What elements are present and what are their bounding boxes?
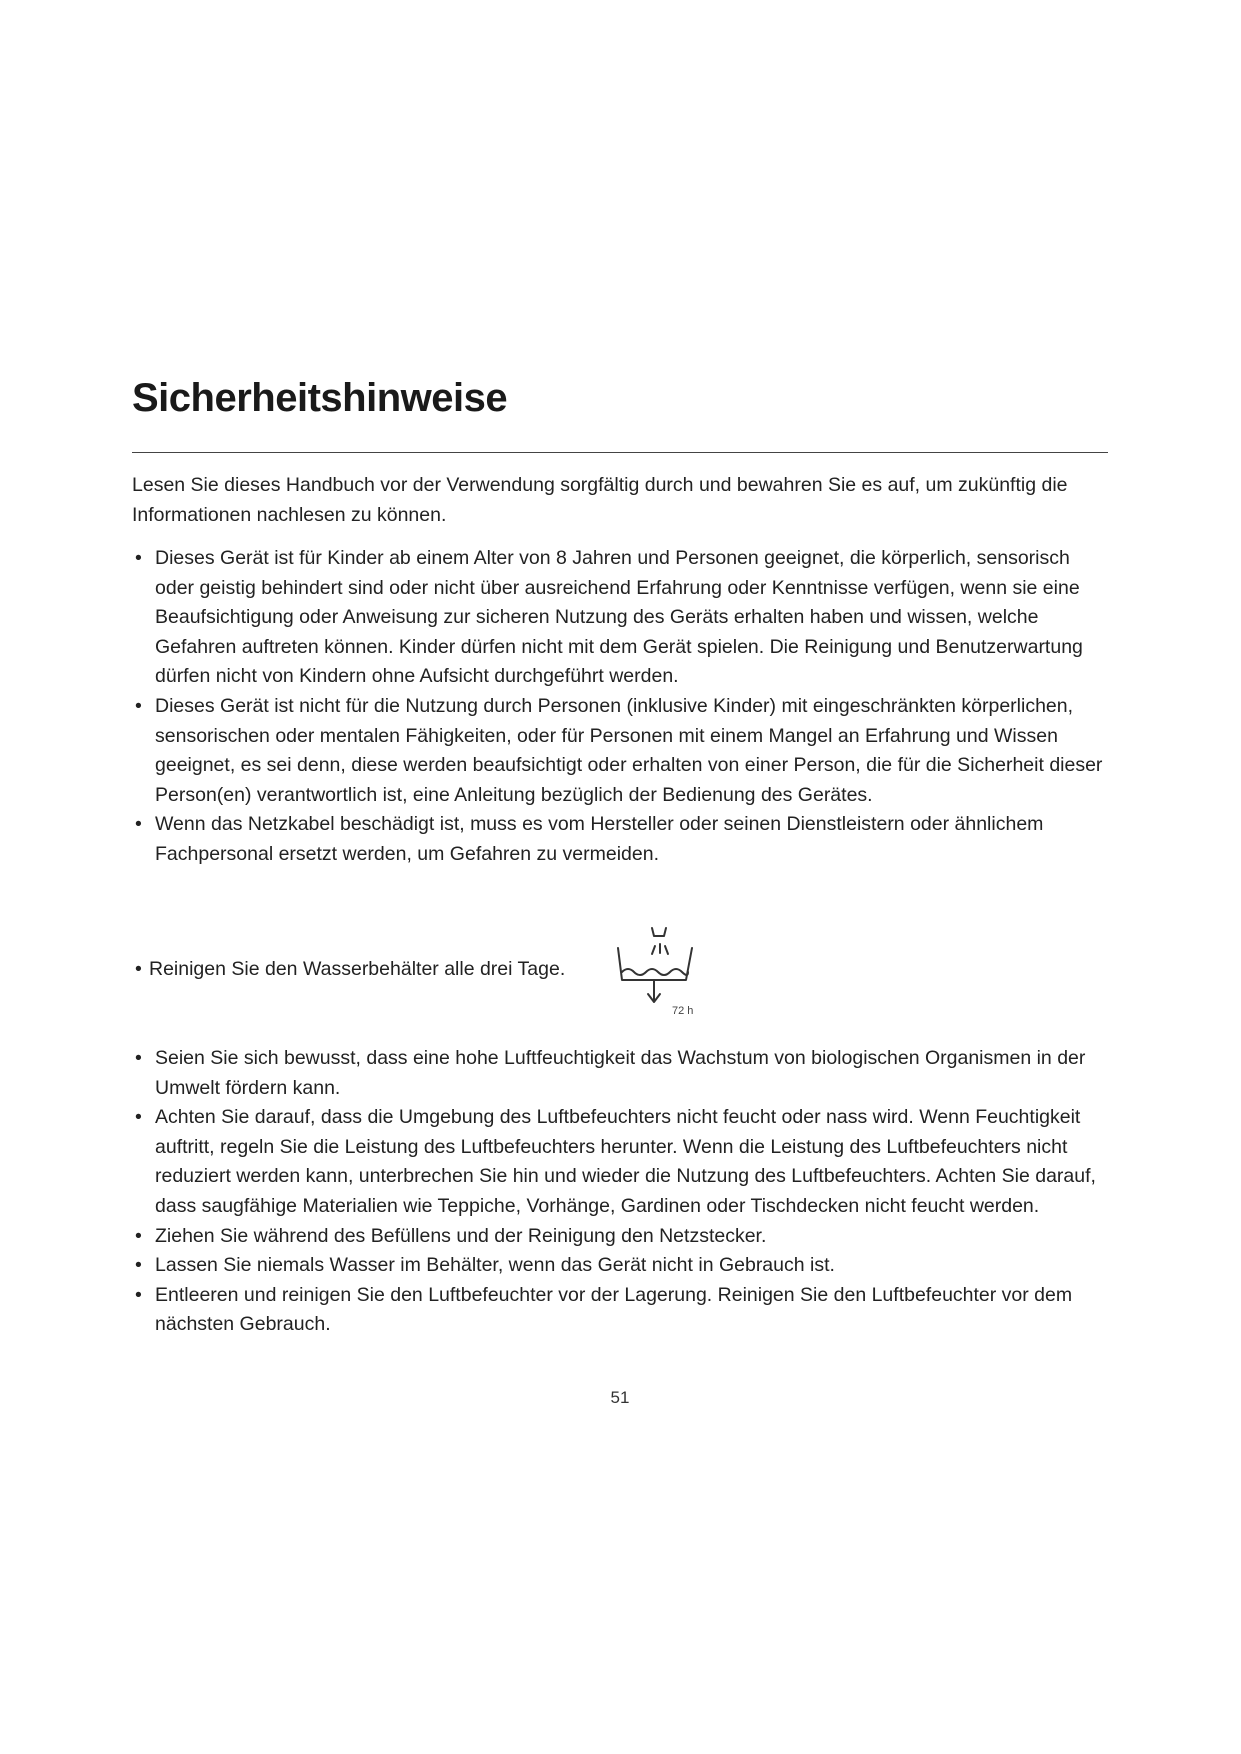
page-number: 51 [610, 1388, 630, 1407]
list-item [132, 1281, 1110, 1340]
bullet-marker: • [135, 1254, 142, 1277]
bullet-marker: • [135, 813, 142, 836]
bullet-marker: • [135, 547, 142, 569]
list-item [132, 810, 1110, 869]
page-title: Sicherheitshinweise [132, 376, 508, 420]
list-item [132, 544, 1110, 692]
bullet-marker: • [135, 1283, 142, 1306]
list-item-text: Entleeren und reinigen Sie den Luftbefeuchter vor der Lagerung. Reinigen Sie den Luftbefeuchter vor dem nächsten Gebrauch. [155, 1283, 1073, 1336]
list-item [132, 1044, 1110, 1103]
bullet-marker: • [135, 958, 142, 980]
list-item [132, 1251, 1110, 1281]
list-item [132, 1103, 1110, 1221]
pictogram-label: 72 h [672, 1005, 694, 1017]
list-item [132, 692, 1110, 810]
safety-list-bottom [132, 1044, 1110, 1340]
list-item-text: Dieses Gerät ist für Kinder ab einem Alter von 8 Jahren und Personen geeignet, die körperlich, sensorisch oder geistig behindert sind oder nicht über ausreichend Erfahrung oder Kenntnisse verfügen, wenn sie eine Beaufsichtigung oder Anweisung zur sicheren Nutzung des Geräts erhalten haben und wissen, welche Gefahren auftreten können. Kinder dürfen nicht mit dem Gerät spielen. Die Reinigung und Benutzerwartung dürfen nicht von Kindern ohne Aufsicht durchgeführt werden. [155, 547, 1083, 688]
list-item-text: Lassen Sie niemals Wasser im Behälter, wenn das Gerät nicht in Gebrauch ist. [155, 1254, 835, 1277]
intro-paragraph: Lesen Sie dieses Handbuch vor der Verwendung sorgfältig durch und bewahren Sie es auf, um zukünftig die Informationen nachlesen zu können. [132, 474, 1068, 526]
list-item-text: Dieses Gerät ist nicht für die Nutzung durch Personen (inklusive Kinder) mit eingeschränkten körperlichen, sensorischen oder mentalen Fähigkeiten, oder für Personen mit einem Mangel an Erfahrung und Wissen geeignet, es sei denn, diese werden beaufsichtigt oder erhalten von einer Person, die für die Sicherheit dieser Person(en) verantwortlich ist, eine Anleitung bezüglich der Bedienung des Gerätes. [155, 694, 1103, 806]
bullet-marker: • [135, 694, 142, 717]
safety-list-top [132, 544, 1110, 870]
list-item-text: Achten Sie darauf, dass die Umgebung des Luftbefeuchters nicht feucht oder nass wird. Wenn Feuchtigkeit auftritt, regeln Sie die Leistung des Luftbefeuchters herunter. Wenn die Leistung des Luftbefeuchters nicht reduziert werden kann, unterbrechen Sie hin und wieder die Nutzung des Luftbefeuchters. Achten Sie darauf, dass saugfähige Materialien wie Teppiche, Vorhänge, Gardinen oder Tischdecken nicht feucht werden. [155, 1106, 1096, 1217]
list-item-text: Ziehen Sie während des Befüllens und der Reinigung den Netzstecker. [155, 1224, 767, 1247]
list-item-text: Wenn das Netzkabel beschädigt ist, muss es vom Hersteller oder seinen Dienstleistern oder ähnlichem Fachpersonal ersetzt werden, um Gefahren zu vermeiden. [155, 813, 1044, 865]
list-item [132, 1222, 1110, 1252]
bullet-marker: • [135, 1224, 142, 1247]
title-divider [132, 452, 1108, 453]
bullet-marker: • [135, 1106, 142, 1129]
list-item-text: Seien Sie sich bewusst, dass eine hohe Luftfeuchtigkeit das Wachstum von biologischen Organismen in der Umwelt fördern kann. [155, 1047, 1086, 1099]
bullet-marker: • [135, 1047, 142, 1069]
water-tank-cleaning-icon [612, 922, 712, 1024]
cleaning-instruction-text: Reinigen Sie den Wasserbehälter alle drei Tage. [149, 958, 566, 980]
